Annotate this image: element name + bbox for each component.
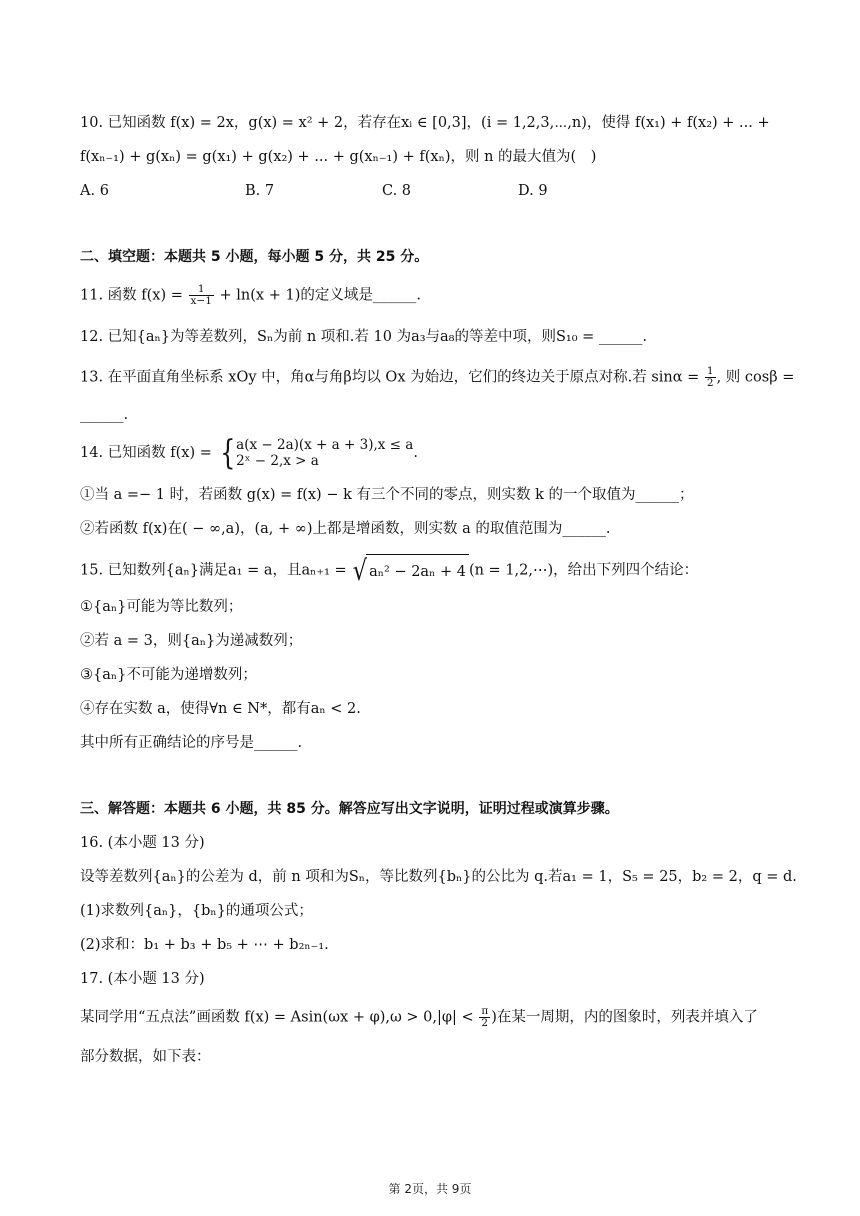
q14 <box>80 433 418 473</box>
q15-ending: 其中所有正确结论的序号是______. <box>80 735 303 751</box>
q15-item-2: ②若 a = 3，则{aₙ}为递减数列； <box>80 633 303 649</box>
q11 <box>80 284 421 307</box>
q15-radicand: aₙ² − 2aₙ + 4 <box>366 554 469 587</box>
option-b: B. 7 <box>245 183 275 199</box>
q16-part-2: (2)求和：b₁ + b₃ + b₅ + ⋯ + b₂ₙ₋₁. <box>80 937 329 953</box>
q17-title: 17. (本小题 13 分) <box>80 971 205 987</box>
q15-item-3: ③{aₙ}不可能为递增数列； <box>80 667 257 683</box>
q17-pre: 某同学用“五点法”画函数 f(x) = Asin(ωx + φ),ω > 0,|φ| < <box>80 1009 479 1026</box>
option-c: C. 8 <box>382 183 412 199</box>
q14-pre: 14. 已知函数 f(x) = <box>80 445 217 461</box>
option-d: D. 9 <box>518 183 548 199</box>
q10-line1: 10. 已知函数 f(x) = 2x，g(x) = x² + 2，若存在xᵢ ∈ [0,3]，(i = 1,2,3,⋯,n)，使得 f(x₁) + f(x₂) + ... + <box>80 115 770 131</box>
q14-case-2: 2ˣ − 2,x > a <box>236 453 319 469</box>
q17-frac-num: π <box>481 1005 489 1017</box>
q17-frac-den: 2 <box>481 1017 489 1029</box>
page-footer: 第 2页，共 9页 <box>388 1182 472 1196</box>
q13-post: , 则 cosβ = <box>716 369 795 386</box>
section-3-heading: 三、解答题：本题共 6 小题，共 85 分。解答应写出文字说明，证明过程或演算步骤。 <box>80 801 619 817</box>
q10-line2: f(xₙ₋₁) + g(xₙ) = g(x₁) + g(x₂) + ... + g(xₙ₋₁) + f(xₙ)，则 n 的最大值为( ) <box>80 149 597 165</box>
q15-item-4: ④存在实数 a，使得∀n ∈ N*，都有aₙ < 2. <box>80 701 361 717</box>
q17-stem <box>80 1006 758 1029</box>
q13-line2: ______. <box>80 407 129 423</box>
q11-frac-num: 1 <box>189 284 214 296</box>
q11-fraction <box>189 284 214 307</box>
option-a: A. 6 <box>80 183 109 199</box>
q15-sqrt <box>351 554 469 587</box>
q13-frac-den: 2 <box>706 377 714 389</box>
q17-line2: 部分数据，如下表： <box>80 1049 211 1065</box>
q11-pre: 11. 函数 f(x) = <box>80 287 188 304</box>
q15-item-1: ①{aₙ}可能为等比数列； <box>80 599 243 615</box>
q14-cases <box>236 437 413 469</box>
q14-piecewise <box>217 433 414 473</box>
q11-post: + ln(x + 1)的定义域是______. <box>214 287 421 304</box>
q17-post: )在某一周期，内的图象时，列表并填入了 <box>491 1009 758 1026</box>
left-brace-icon: { <box>219 433 235 473</box>
q16-title: 16. (本小题 13 分) <box>80 835 205 851</box>
q13-line1 <box>80 366 794 389</box>
q14-post: . <box>413 445 418 461</box>
q14-sub-2: ②若函数 f(x)在( − ∞,a)，(a, + ∞)上都是增函数，则实数 a 的取值范围为______. <box>80 521 611 537</box>
q10-options <box>80 180 780 202</box>
q17-fraction <box>479 1006 490 1029</box>
sqrt-icon: √ <box>353 553 368 587</box>
q13-pre: 13. 在平面直角坐标系 xOy 中，角α与角β均以 Ox 为始边，它们的终边关于原点对称.若 sinα = <box>80 369 704 386</box>
q15-stem <box>80 554 698 587</box>
q12: 12. 已知{aₙ}为等差数列，Sₙ为前 n 项和.若 10 为a₃与a₈的等差中项，则S₁₀ = ______. <box>80 329 648 345</box>
q11-frac-den: x−1 <box>190 295 212 307</box>
q15-pre: 15. 已知数列{aₙ}满足a₁ = a，且aₙ₊₁ = <box>80 562 352 579</box>
q16-stem: 设等差数列{aₙ}的公差为 d，前 n 项和为Sₙ，等比数列{bₙ}的公比为 q.若a₁ = 1，S₅ = 25，b₂ = 2，q = d. <box>80 869 797 885</box>
q15-post: (n = 1,2,⋯)，给出下列四个结论： <box>468 562 699 579</box>
section-2-heading: 二、填空题：本题共 5 小题，每小题 5 分，共 25 分。 <box>80 249 429 265</box>
q14-sub-1: ①当 a =− 1 时，若函数 g(x) = f(x) − k 有三个不同的零点，则实数 k 的一个取值为______； <box>80 487 694 503</box>
q16-part-1: (1)求数列{aₙ}，{bₙ}的通项公式； <box>80 903 313 919</box>
q13-fraction <box>705 366 716 389</box>
q13-frac-num: 1 <box>706 365 714 377</box>
q14-case-1: a(x − 2a)(x + a + 3),x ≤ a <box>236 437 414 453</box>
